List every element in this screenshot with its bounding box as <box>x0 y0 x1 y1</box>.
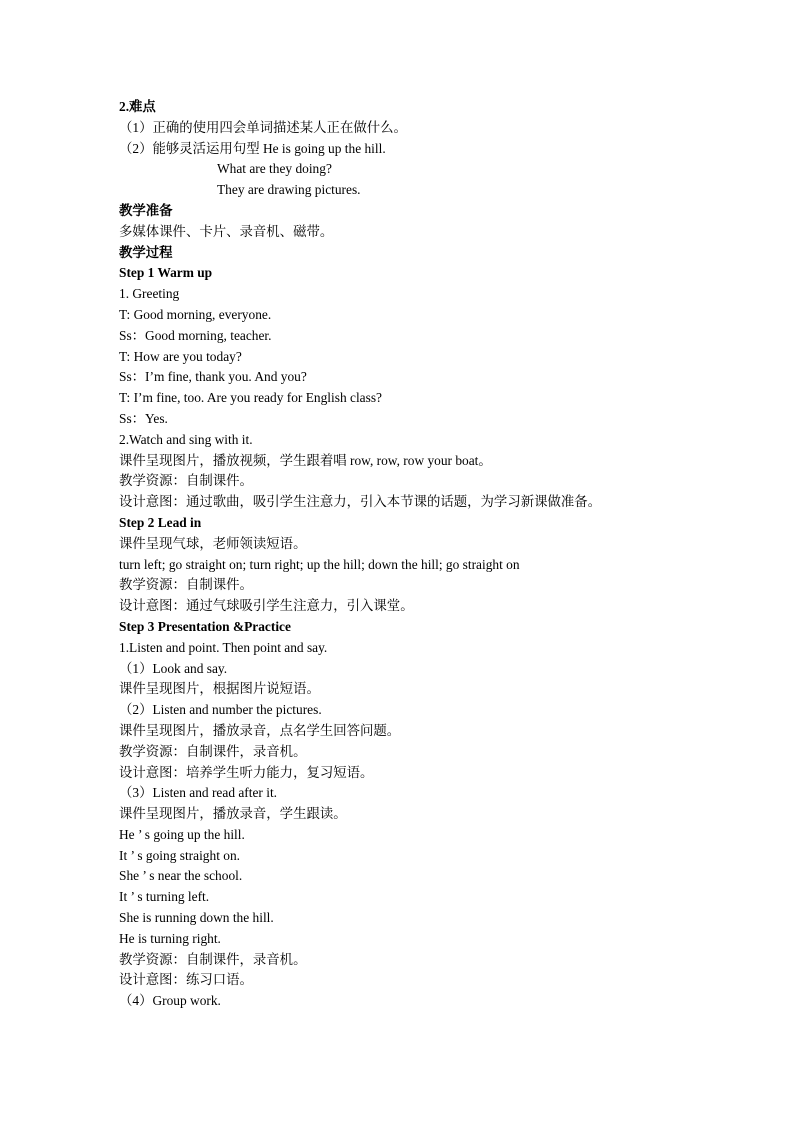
text-line: 教学资源：自制课件，录音机。 <box>119 951 307 967</box>
text-line: 教学资源：自制课件。 <box>119 473 253 489</box>
document-page <box>119 97 679 1012</box>
text-line: 1.Listen and point. Then point and say. <box>119 639 328 655</box>
text-line: 课件呈现图片，播放视频，学生跟着唱 row, row, row your boat。 <box>119 452 492 468</box>
text-line: It ’ s going straight on. <box>119 847 240 863</box>
text-line: T: I’m fine, too. Are you ready for English class? <box>119 390 382 406</box>
text-line: （2）能够灵活运用句型 He is going up the hill. <box>119 140 386 156</box>
text-line: 教学资源：自制课件，录音机。 <box>119 743 307 759</box>
text-line: 多媒体课件、卡片、录音机、磁带。 <box>119 223 334 239</box>
text-line: （1）Look and say. <box>119 660 228 676</box>
text-line: Ss：Good morning, teacher. <box>119 327 272 343</box>
text-line: They are drawing pictures. <box>217 182 361 198</box>
text-line: He ’ s going up the hill. <box>119 826 245 842</box>
text-line: Ss：Yes. <box>119 410 168 426</box>
text-line: She is running down the hill. <box>119 910 274 926</box>
text-line: 课件呈现气球，老师领读短语。 <box>119 535 307 551</box>
text-line: （1）正确的使用四会单词描述某人正在做什么。 <box>119 119 407 135</box>
text-line: 教学资源：自制课件。 <box>119 577 253 593</box>
text-line: Ss：I’m fine, thank you. And you? <box>119 369 307 385</box>
text-line: 1. Greeting <box>119 286 180 302</box>
text-line: 课件呈现图片，根据图片说短语。 <box>119 681 320 697</box>
text-line: （2）Listen and number the pictures. <box>119 702 322 718</box>
section-heading: 教学准备 <box>119 202 173 218</box>
section-heading: 教学过程 <box>119 244 173 260</box>
section-heading: 2.难点 <box>119 99 156 114</box>
section-heading: Step 2 Lead in <box>119 514 202 530</box>
text-line: It ’ s turning left. <box>119 889 210 905</box>
text-line: 设计意图：通过歌曲，吸引学生注意力，引入本节课的话题，为学习新课做准备。 <box>119 494 602 510</box>
text-line: 2.Watch and sing with it. <box>119 431 253 447</box>
section-heading: Step 3 Presentation &Practice <box>119 618 291 634</box>
text-line: 设计意图：通过气球吸引学生注意力，引入课堂。 <box>119 598 414 614</box>
text-line: He is turning right. <box>119 930 221 946</box>
text-line: （4）Group work. <box>119 993 221 1009</box>
text-line: 设计意图：练习口语。 <box>119 972 253 988</box>
text-line: 课件呈现图片，播放录音，点名学生回答问题。 <box>119 722 401 738</box>
text-line: 课件呈现图片，播放录音，学生跟读。 <box>119 806 347 822</box>
section-heading: Step 1 Warm up <box>119 265 213 281</box>
text-line: （3）Listen and read after it. <box>119 785 278 801</box>
text-line: What are they doing? <box>217 161 332 177</box>
text-line: She ’ s near the school. <box>119 868 243 884</box>
text-line: turn left; go straight on; turn right; up the hill; down the hill; go straight on <box>119 556 520 572</box>
text-line: 设计意图：培养学生听力能力，复习短语。 <box>119 764 374 780</box>
text-line: T: Good morning, everyone. <box>119 306 272 322</box>
text-line: T: How are you today? <box>119 348 242 364</box>
